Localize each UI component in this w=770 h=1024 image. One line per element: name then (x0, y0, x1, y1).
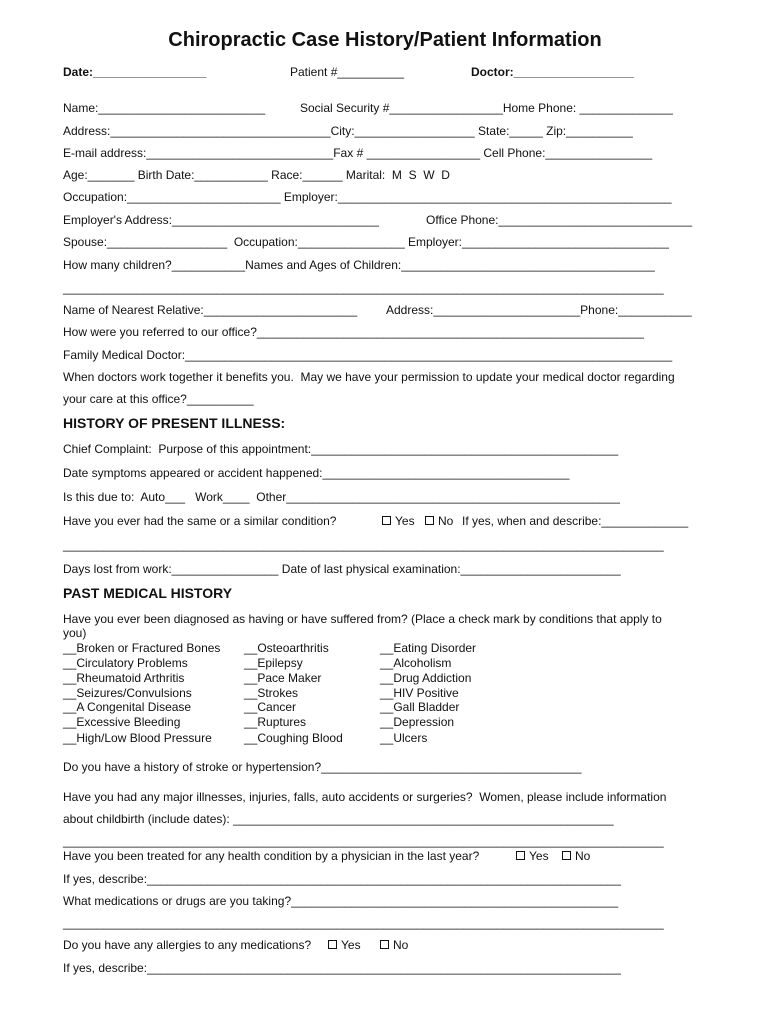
allergies-no-option[interactable] (380, 938, 408, 952)
condition-item[interactable]: __Broken or Fractured Bones (63, 641, 221, 655)
yes-label: Yes (529, 849, 549, 863)
spouse-line[interactable]: Spouse:__________________ Occupation:________________ Employer:_______________________________ (63, 235, 669, 249)
age-birthdate-race-marital-line[interactable]: Age:_______ Birth Date:___________ Race:______ Marital: M S W D (63, 168, 450, 182)
checkbox-icon[interactable] (382, 516, 391, 525)
condition-item[interactable]: __Eating Disorder (380, 641, 477, 655)
checkbox-icon[interactable] (328, 940, 337, 949)
childbirth-field[interactable]: about childbirth (include dates): _________________________________________________________ (63, 812, 614, 826)
condition-item[interactable]: __Strokes (244, 686, 299, 700)
nearest-relative-field[interactable]: Name of Nearest Relative:_______________________ (63, 303, 358, 317)
medications-continuation-line[interactable]: __________________________________________________________________________________________ (63, 916, 664, 930)
no-label: No (393, 938, 409, 952)
family-doctor-field[interactable]: Family Medical Doctor:_________________________________________________________________________ (63, 348, 673, 362)
allergies-yes-option[interactable] (328, 938, 361, 952)
similar-yes-option[interactable] (382, 514, 415, 528)
major-illness-question: Have you had any major illnesses, injuries, falls, auto accidents or surgeries? Women, please include information (63, 790, 667, 804)
checkbox-icon[interactable] (425, 516, 434, 525)
similar-no-option[interactable] (425, 514, 453, 528)
chief-complaint-field[interactable]: Chief Complaint: Purpose of this appointment:______________________________________________ (63, 442, 619, 456)
name-field[interactable]: Name:_________________________ (63, 101, 266, 115)
address-city-state-zip-line[interactable]: Address:_________________________________City:__________________ State:_____ Zip:__________ (63, 124, 633, 138)
patient-number-field[interactable]: Patient #__________ (290, 65, 405, 79)
occupation-employer-line[interactable]: Occupation:_______________________ Employer:__________________________________________________ (63, 190, 672, 204)
condition-item[interactable]: __Rheumatoid Arthritis (63, 671, 185, 685)
date-field[interactable]: Date:_________________ (63, 65, 207, 79)
condition-item[interactable]: __High/Low Blood Pressure (63, 731, 212, 745)
condition-item[interactable]: __A Congenital Disease (63, 700, 192, 714)
past-history-intro: Have you ever been diagnosed as having or have suffered from? (Place a check mark by conditions that apply to (63, 612, 662, 626)
children-continuation-line[interactable]: __________________________________________________________________________________________ (63, 281, 664, 295)
permission-text: When doctors work together it benefits you. May we have your permission to update your medical doctor regarding (63, 370, 675, 384)
no-label: No (438, 514, 454, 528)
checkbox-icon[interactable] (516, 851, 525, 860)
condition-item[interactable]: __Depression (380, 715, 455, 729)
permission-answer-field[interactable]: your care at this office?__________ (63, 392, 254, 406)
relative-address-phone-field[interactable]: Address:______________________Phone:___________ (386, 303, 692, 317)
stroke-hypertension-field[interactable]: Do you have a history of stroke or hypertension?_______________________________________ (63, 760, 582, 774)
major-illness-continuation-line[interactable]: __________________________________________________________________________________________ (63, 834, 664, 848)
no-label: No (575, 849, 591, 863)
similar-describe-field[interactable]: If yes, when and describe:_____________ (462, 514, 689, 528)
ssn-home-phone-field[interactable]: Social Security #_________________Home Phone: ______________ (300, 101, 673, 115)
referral-field[interactable]: How were you referred to our office?__________________________________________________________ (63, 325, 644, 339)
cause-line[interactable]: Is this due to: Auto___ Work____ Other__________________________________________________ (63, 490, 620, 504)
condition-item[interactable]: __Excessive Bleeding (63, 715, 181, 729)
condition-item[interactable]: __Coughing Blood (244, 731, 343, 745)
condition-item[interactable]: __HIV Positive (380, 686, 459, 700)
checkbox-icon[interactable] (562, 851, 571, 860)
condition-item[interactable]: __Cancer (244, 700, 297, 714)
condition-item[interactable]: __Seizures/Convulsions (63, 686, 192, 700)
similar-condition-question: Have you ever had the same or a similar condition? (63, 514, 337, 528)
medications-field[interactable]: What medications or drugs are you taking?_________________________________________________ (63, 894, 619, 908)
condition-item[interactable]: __Osteoarthritis (244, 641, 329, 655)
condition-item[interactable]: __Drug Addiction (380, 671, 472, 685)
children-line[interactable]: How many children?___________Names and Ages of Children:______________________________________ (63, 258, 655, 272)
allergies-question: Do you have any allergies to any medications? (63, 938, 312, 952)
page-title: Chiropractic Case History/Patient Information (168, 29, 602, 51)
past-history-heading: PAST MEDICAL HISTORY (63, 585, 233, 601)
condition-item[interactable]: __Epilepsy (244, 656, 303, 670)
similar-continuation-line[interactable]: __________________________________________________________________________________________ (63, 538, 664, 552)
symptoms-date-field[interactable]: Date symptoms appeared or accident happened:_____________________________________ (63, 466, 570, 480)
treated-question: Have you been treated for any health condition by a physician in the last year? (63, 849, 480, 863)
employer-address-field[interactable]: Employer's Address:_______________________________ (63, 213, 379, 227)
office-phone-field[interactable]: Office Phone:_____________________________ (426, 213, 693, 227)
days-lost-physical-line[interactable]: Days lost from work:________________ Date of last physical examination:________________________ (63, 562, 621, 576)
present-illness-heading: HISTORY OF PRESENT ILLNESS: (63, 415, 286, 431)
condition-item[interactable]: __Circulatory Problems (63, 656, 188, 670)
doctor-field[interactable]: Doctor:__________________ (471, 65, 634, 79)
checkbox-icon[interactable] (380, 940, 389, 949)
condition-item[interactable]: __Alcoholism (380, 656, 452, 670)
treated-no-option[interactable] (562, 849, 590, 863)
condition-item[interactable]: __Ulcers (380, 731, 428, 745)
treated-yes-option[interactable] (516, 849, 549, 863)
yes-label: Yes (395, 514, 415, 528)
condition-item[interactable]: __Ruptures (244, 715, 307, 729)
allergies-describe-field[interactable]: If yes, describe:_______________________________________________________________________ (63, 961, 621, 975)
condition-item[interactable]: __Gall Bladder (380, 700, 460, 714)
condition-item[interactable]: __Pace Maker (244, 671, 322, 685)
treatment-describe-field[interactable]: If yes, describe:_______________________________________________________________________ (63, 872, 621, 886)
past-history-intro-cont: you) (63, 626, 87, 640)
email-fax-cell-line[interactable]: E-mail address:____________________________Fax # _________________ Cell Phone:________________ (63, 146, 653, 160)
yes-label: Yes (341, 938, 361, 952)
